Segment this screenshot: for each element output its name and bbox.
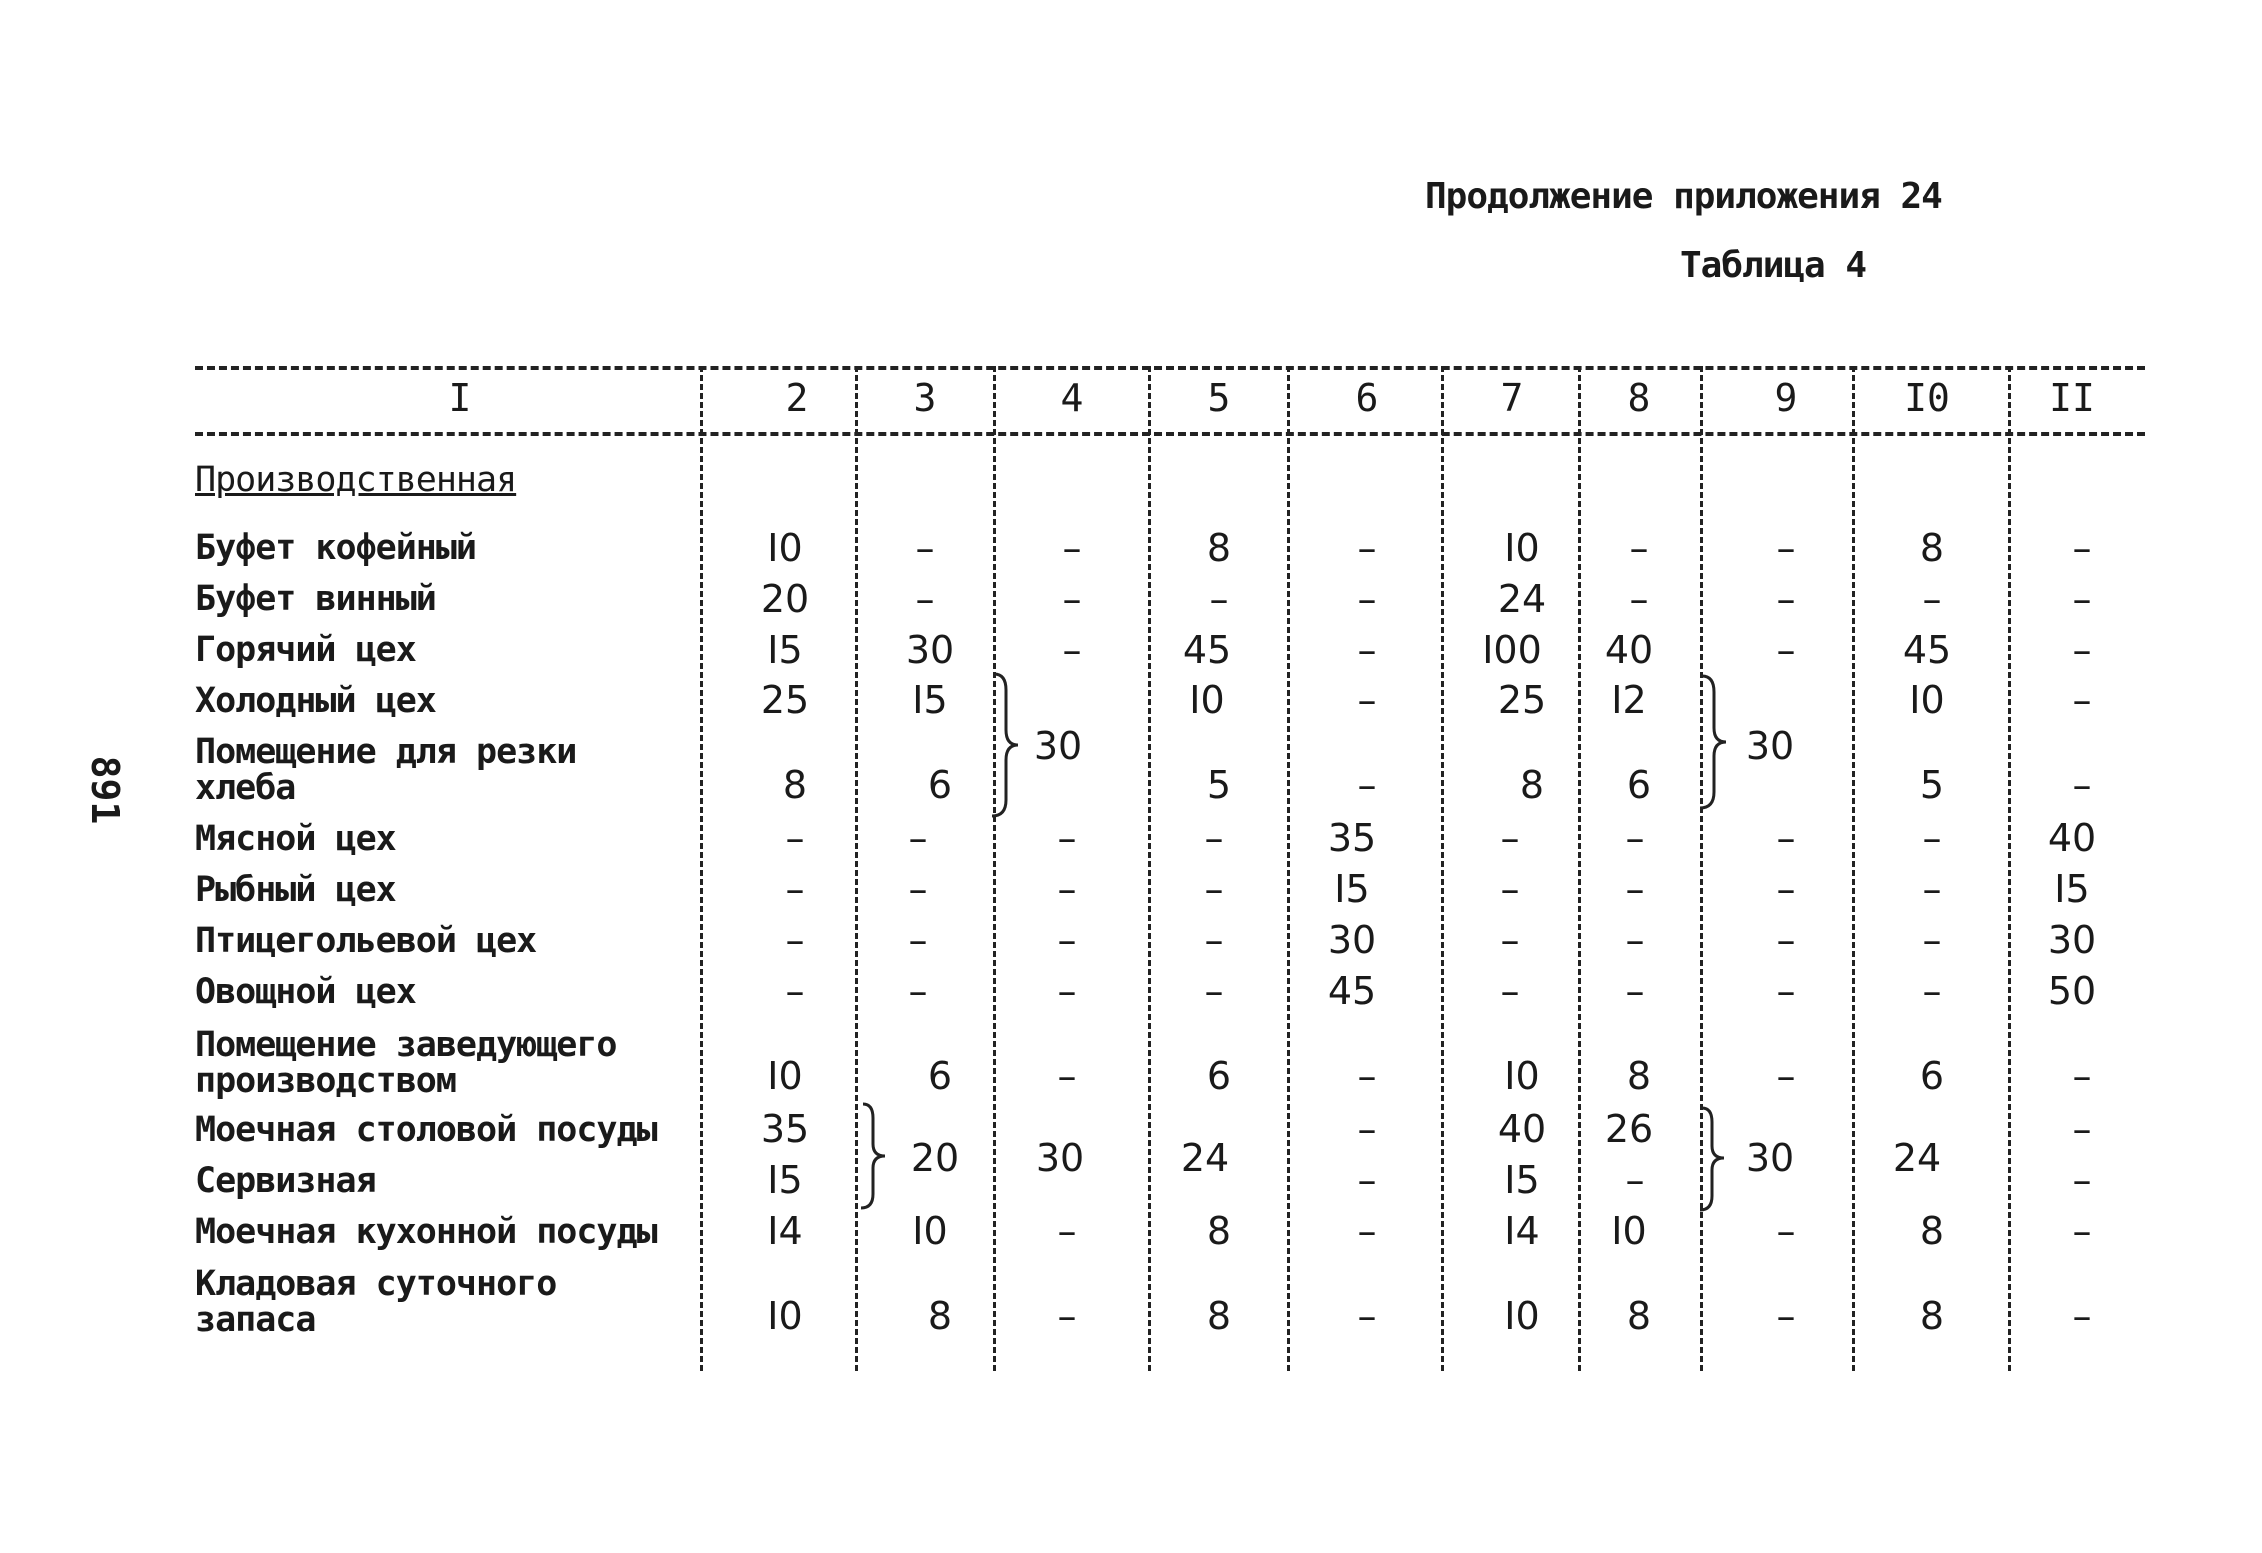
- table-cell: I0: [912, 1209, 948, 1253]
- table-cell: –: [1062, 526, 1082, 570]
- merged-cell: 30: [1745, 724, 1795, 768]
- column-header: 7: [1500, 376, 1524, 420]
- table-cell: –: [1357, 1107, 1377, 1151]
- table-cell: –: [1922, 867, 1942, 911]
- row-label: Птицегольевой цех: [195, 921, 537, 961]
- table-cell: I0: [1504, 1294, 1540, 1338]
- table-cell: 8: [1206, 526, 1232, 570]
- table-cell: –: [2072, 1107, 2092, 1151]
- table-cell: 8: [1206, 1294, 1232, 1338]
- table-cell: –: [1629, 526, 1649, 570]
- table-cell: –: [1057, 816, 1077, 860]
- table-cell: 45: [1182, 628, 1232, 672]
- table-cell: 6: [927, 1054, 953, 1098]
- row-label: Сервизная: [195, 1161, 376, 1201]
- column-header: 4: [1060, 376, 1084, 420]
- column-separator: [1578, 366, 1581, 1371]
- column-separator: [855, 366, 858, 1371]
- page-number: 891: [83, 755, 127, 825]
- table-cell: I5: [2054, 867, 2090, 911]
- table-cell: –: [908, 867, 928, 911]
- table-cell: 8: [1919, 1209, 1945, 1253]
- table-cell: I0: [1504, 1054, 1540, 1098]
- table-cell: –: [1776, 577, 1796, 621]
- table-cell: –: [908, 969, 928, 1013]
- brace-icon: [1696, 672, 1736, 812]
- table-cell: –: [1357, 1054, 1377, 1098]
- table-cell: –: [1057, 969, 1077, 1013]
- table-cell: I4: [1504, 1209, 1540, 1253]
- table-cell: 40: [1604, 628, 1654, 672]
- table-cell: I0: [767, 1294, 803, 1338]
- table-cell: 5: [1206, 763, 1232, 807]
- merged-cell: 20: [910, 1136, 960, 1180]
- column-separator: [700, 366, 703, 1371]
- table-cell: –: [1922, 816, 1942, 860]
- row-label: Моечная кухонной посуды: [195, 1212, 657, 1252]
- table-cell: –: [2072, 1054, 2092, 1098]
- table-cell: 8: [1626, 1294, 1652, 1338]
- table-cell: –: [1922, 918, 1942, 962]
- table-cell: –: [1625, 816, 1645, 860]
- table-cell: –: [2072, 577, 2092, 621]
- row-label: Буфет кофейный: [195, 528, 477, 568]
- column-separator: [1852, 366, 1855, 1371]
- table-cell: –: [1357, 1209, 1377, 1253]
- column-separator: [1700, 366, 1703, 1371]
- brace-icon: [1696, 1104, 1736, 1214]
- row-label: Помещение заведующего производством: [195, 1025, 617, 1101]
- table-cell: –: [2072, 628, 2092, 672]
- table-cell: I0: [1504, 526, 1540, 570]
- table-cell: –: [1062, 577, 1082, 621]
- table-cell: 40: [1497, 1107, 1547, 1151]
- table-cell: 20: [760, 577, 810, 621]
- column-separator: [1441, 366, 1444, 1371]
- merged-cell: 30: [1745, 1136, 1795, 1180]
- column-header: 5: [1207, 376, 1231, 420]
- table-cell: I5: [767, 628, 803, 672]
- merged-cell: 24: [1180, 1136, 1230, 1180]
- table-cell: 8: [1626, 1054, 1652, 1098]
- table-cell: –: [1625, 1158, 1645, 1202]
- row-label: Холодный цех: [195, 681, 436, 721]
- table-cell: –: [1629, 577, 1649, 621]
- table-cell: 6: [1626, 763, 1652, 807]
- table-cell: 24: [1497, 577, 1547, 621]
- table-cell: 30: [2047, 918, 2097, 962]
- table-cell: I0: [1611, 1209, 1647, 1253]
- row-label: Овощной цех: [195, 972, 416, 1012]
- brace-icon: [988, 670, 1028, 820]
- table-cell: –: [1625, 867, 1645, 911]
- table-cell: –: [2072, 678, 2092, 722]
- table-cell: –: [1776, 1054, 1796, 1098]
- table-cell: –: [2072, 526, 2092, 570]
- column-header: I: [448, 376, 472, 420]
- column-header: II: [2049, 376, 2095, 420]
- merged-cell: 30: [1033, 724, 1083, 768]
- row-label: Буфет винный: [195, 579, 436, 619]
- merged-cell: 24: [1892, 1136, 1942, 1180]
- table-cell: –: [2072, 1209, 2092, 1253]
- table-cell: –: [1776, 969, 1796, 1013]
- table-cell: 8: [782, 763, 808, 807]
- table-cell: –: [1357, 1158, 1377, 1202]
- table-cell: 6: [1206, 1054, 1232, 1098]
- table-cell: –: [785, 867, 805, 911]
- table-cell: –: [1625, 918, 1645, 962]
- table-cell: –: [1776, 867, 1796, 911]
- table-cell: –: [1500, 867, 1520, 911]
- table-cell: –: [1204, 816, 1224, 860]
- table-label: Таблица 4: [1680, 245, 1867, 286]
- table-cell: –: [1500, 918, 1520, 962]
- table-cell: –: [1776, 816, 1796, 860]
- column-header: 2: [785, 376, 809, 420]
- table-cell: 5: [1919, 763, 1945, 807]
- table-cell: –: [1357, 1294, 1377, 1338]
- column-header: 9: [1774, 376, 1798, 420]
- table-cell: –: [1062, 628, 1082, 672]
- table-cell: –: [2072, 763, 2092, 807]
- column-header: 3: [913, 376, 937, 420]
- row-label: Мясной цех: [195, 819, 396, 859]
- table-cell: –: [785, 816, 805, 860]
- table-cell: I00: [1482, 628, 1542, 672]
- table-cell: I5: [1504, 1158, 1540, 1202]
- table-cell: I0: [1189, 678, 1225, 722]
- table-cell: –: [1057, 1054, 1077, 1098]
- table-cell: –: [1204, 918, 1224, 962]
- table-cell: 50: [2047, 969, 2097, 1013]
- table-cell: –: [1776, 1209, 1796, 1253]
- section-title: Производственная: [195, 460, 517, 500]
- table-cell: –: [1057, 1209, 1077, 1253]
- table-cell: 8: [1919, 526, 1945, 570]
- table-cell: 25: [1497, 678, 1547, 722]
- table-cell: –: [908, 918, 928, 962]
- table-cell: –: [1209, 577, 1229, 621]
- table-cell: –: [1204, 867, 1224, 911]
- table-cell: –: [1357, 628, 1377, 672]
- column-separator: [993, 366, 996, 1371]
- column-separator: [1287, 366, 1290, 1371]
- table-cell: –: [1057, 918, 1077, 962]
- table-cell: –: [1625, 969, 1645, 1013]
- row-label: Помещение для резки хлеба: [195, 732, 577, 808]
- table-cell: I0: [767, 1054, 803, 1098]
- table-cell: –: [1922, 577, 1942, 621]
- table-cell: 40: [2047, 816, 2097, 860]
- table-cell: 8: [1919, 1294, 1945, 1338]
- table-cell: –: [1776, 526, 1796, 570]
- table-cell: –: [2072, 1158, 2092, 1202]
- table-cell: I5: [767, 1158, 803, 1202]
- table-cell: I0: [767, 526, 803, 570]
- table-cell: I2: [1611, 678, 1647, 722]
- table-cell: –: [915, 577, 935, 621]
- table-cell: I0: [1909, 678, 1945, 722]
- table-cell: –: [1776, 628, 1796, 672]
- brace-icon: [857, 1100, 897, 1212]
- table-cell: 35: [760, 1107, 810, 1151]
- row-label: Горячий цех: [195, 630, 416, 670]
- table-cell: 45: [1902, 628, 1952, 672]
- table-cell: 45: [1327, 969, 1377, 1013]
- table-cell: 8: [927, 1294, 953, 1338]
- table-cell: 25: [760, 678, 810, 722]
- table-cell: 30: [905, 628, 955, 672]
- continuation-caption: Продолжение приложения 24: [1425, 176, 1942, 217]
- table-cell: I5: [912, 678, 948, 722]
- table-cell: –: [785, 969, 805, 1013]
- column-separator: [1148, 366, 1151, 1371]
- table-cell: 6: [927, 763, 953, 807]
- table-cell: 35: [1327, 816, 1377, 860]
- table-cell: I5: [1334, 867, 1370, 911]
- table-cell: –: [1357, 526, 1377, 570]
- table-cell: –: [908, 816, 928, 860]
- table-cell: –: [1776, 918, 1796, 962]
- table-cell: –: [1776, 1294, 1796, 1338]
- row-label: Рыбный цех: [195, 870, 396, 910]
- column-header: 8: [1627, 376, 1651, 420]
- table-cell: 6: [1919, 1054, 1945, 1098]
- table-cell: –: [1357, 577, 1377, 621]
- table-cell: –: [1357, 763, 1377, 807]
- table-cell: –: [785, 918, 805, 962]
- table-cell: –: [1500, 969, 1520, 1013]
- table-cell: 30: [1327, 918, 1377, 962]
- table-cell: –: [1204, 969, 1224, 1013]
- table-cell: –: [1057, 867, 1077, 911]
- row-label: Моечная столовой посуды: [195, 1110, 657, 1150]
- table-cell: –: [2072, 1294, 2092, 1338]
- table-cell: 8: [1206, 1209, 1232, 1253]
- table-cell: –: [1922, 969, 1942, 1013]
- table-cell: 8: [1519, 763, 1545, 807]
- table-cell: –: [1057, 1294, 1077, 1338]
- table-cell: –: [915, 526, 935, 570]
- column-header: I0: [1904, 376, 1950, 420]
- column-header: 6: [1355, 376, 1379, 420]
- column-separator: [2008, 366, 2011, 1371]
- table-cell: I4: [767, 1209, 803, 1253]
- table-cell: –: [1357, 678, 1377, 722]
- row-label: Кладовая суточного запаса: [195, 1264, 557, 1340]
- table-cell: 26: [1604, 1107, 1654, 1151]
- table-cell: –: [1500, 816, 1520, 860]
- merged-cell: 30: [1035, 1136, 1085, 1180]
